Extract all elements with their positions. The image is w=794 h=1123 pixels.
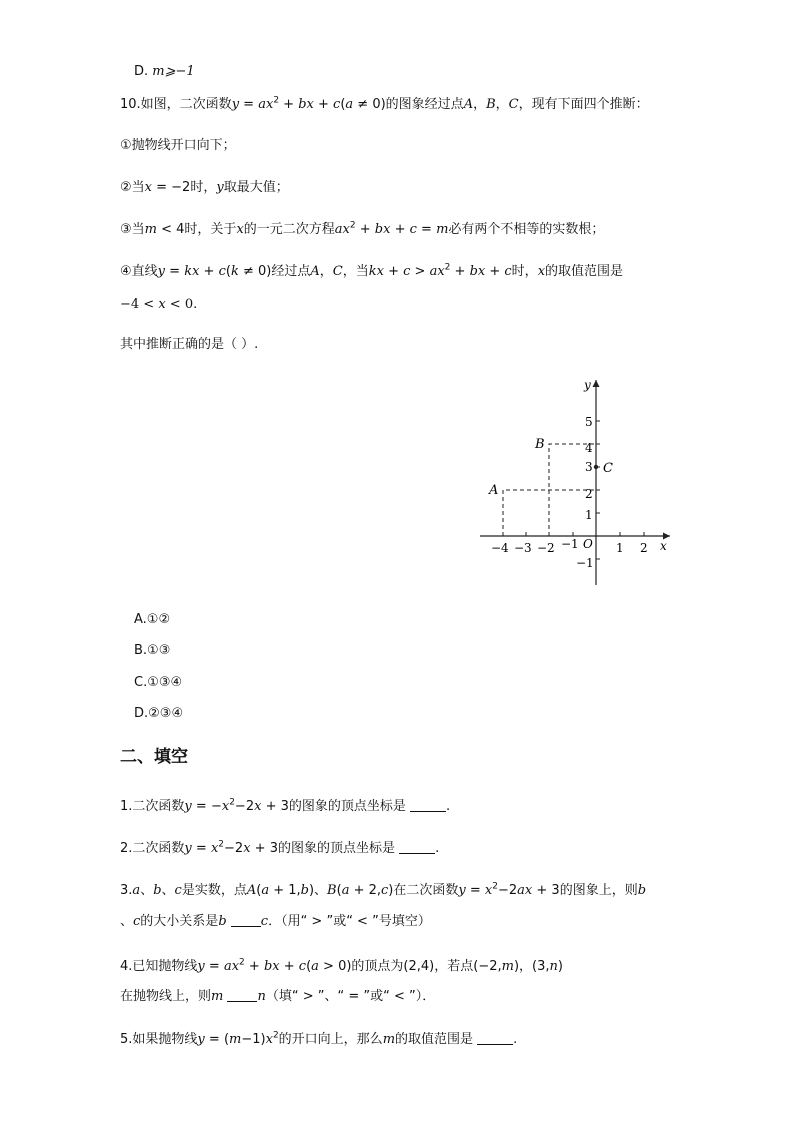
y-axis-label: y	[584, 378, 591, 392]
q10-statement-4: ④直线y = kx + c(k ≠ 0)经过点A，C，当kx + $c > ax^2$ + bx + c时，x的取值范围是	[120, 262, 624, 279]
option-c: C.①③④	[134, 675, 183, 690]
y-tick-label: 2	[585, 487, 593, 501]
answer-blank[interactable]	[227, 989, 257, 1002]
point-c-dot	[594, 465, 598, 469]
point-b-label: B	[535, 437, 545, 452]
x-axis-label: x	[660, 539, 667, 553]
fill-question-3-cont: 、c的大小关系是b c．（用“ > ”或“ < ”号填空）	[120, 914, 431, 929]
q10-statement-3: ③当m < 4时，关于x的一元二次方程$ax^2$ + bx + c = m必有两个不相等的实数根；	[120, 220, 605, 237]
fill-question-3: 3.a、b、c是实数，点A(a + 1,b)、B(a + 2,c)在二次函数$y = x^2-2ax + 3$的图象上，则b	[120, 881, 647, 898]
point-c-label: C	[603, 461, 613, 476]
point-a-label: A	[489, 483, 499, 498]
section-heading: 二、填空	[120, 747, 188, 767]
y-tick-label: 5	[585, 415, 593, 429]
q10-statement-2: ②当x = −2时，y取最大值；	[120, 180, 289, 195]
option-d: D.②③④	[134, 706, 184, 721]
y-tick-label: 1	[585, 508, 593, 522]
x-tick-label: −3	[514, 541, 532, 555]
y-tick-label: −1	[576, 556, 594, 570]
x-tick-label: −4	[491, 541, 509, 555]
option-d-prev: D. m⩾−1	[134, 64, 195, 79]
x-tick-label: 1	[616, 541, 624, 555]
fill-question-5: 5.如果抛物线$y = (m-1)x^2$的开口向上，那么m的取值范围是 .	[120, 1030, 518, 1047]
fill-question-4: 4.已知抛物线$y = ax^2$ + bx + c(a > 0)的顶点为(2,4)，若点(−2,m)，(3,n)	[120, 957, 563, 974]
option-d-prev-math: m⩾−1	[152, 64, 195, 79]
option-a: A.①②	[134, 612, 171, 627]
q10-intro: 10.如图，二次函数$y = ax^2$ + bx + c(a ≠ 0)的图象经过点A，B，C，现有下面四个推断：	[120, 95, 649, 112]
y-tick-label: 4	[585, 441, 593, 455]
answer-blank[interactable]	[477, 1032, 513, 1045]
option-b: B.①③	[134, 643, 171, 658]
x-tick-label: −2	[537, 541, 555, 555]
answer-blank[interactable]	[410, 799, 446, 812]
fill-question-2: 2.二次函数$y = x^2-2x + 3$的图象的顶点坐标是 .	[120, 839, 440, 856]
q10-statement-4-range: −4 < x < 0.	[120, 297, 198, 312]
answer-blank[interactable]	[399, 841, 435, 854]
fill-question-4-cont: 在抛物线上，则m n（填“ > ”、“ = ”或“ < ”）．	[120, 989, 436, 1004]
coordinate-graph	[470, 370, 680, 595]
origin-label: O	[583, 537, 593, 551]
y-tick-label: 3	[585, 460, 593, 474]
q10-statement-1: ①抛物线开口向下；	[120, 138, 236, 153]
answer-blank[interactable]	[231, 914, 261, 927]
x-tick-label: −1	[561, 537, 579, 551]
fill-question-1: 1.二次函数$y = -x^2-2x + 3$的图象的顶点坐标是 .	[120, 797, 451, 814]
x-tick-label: 2	[640, 541, 648, 555]
q10-question: 其中推断正确的是（ ）.	[120, 337, 259, 352]
